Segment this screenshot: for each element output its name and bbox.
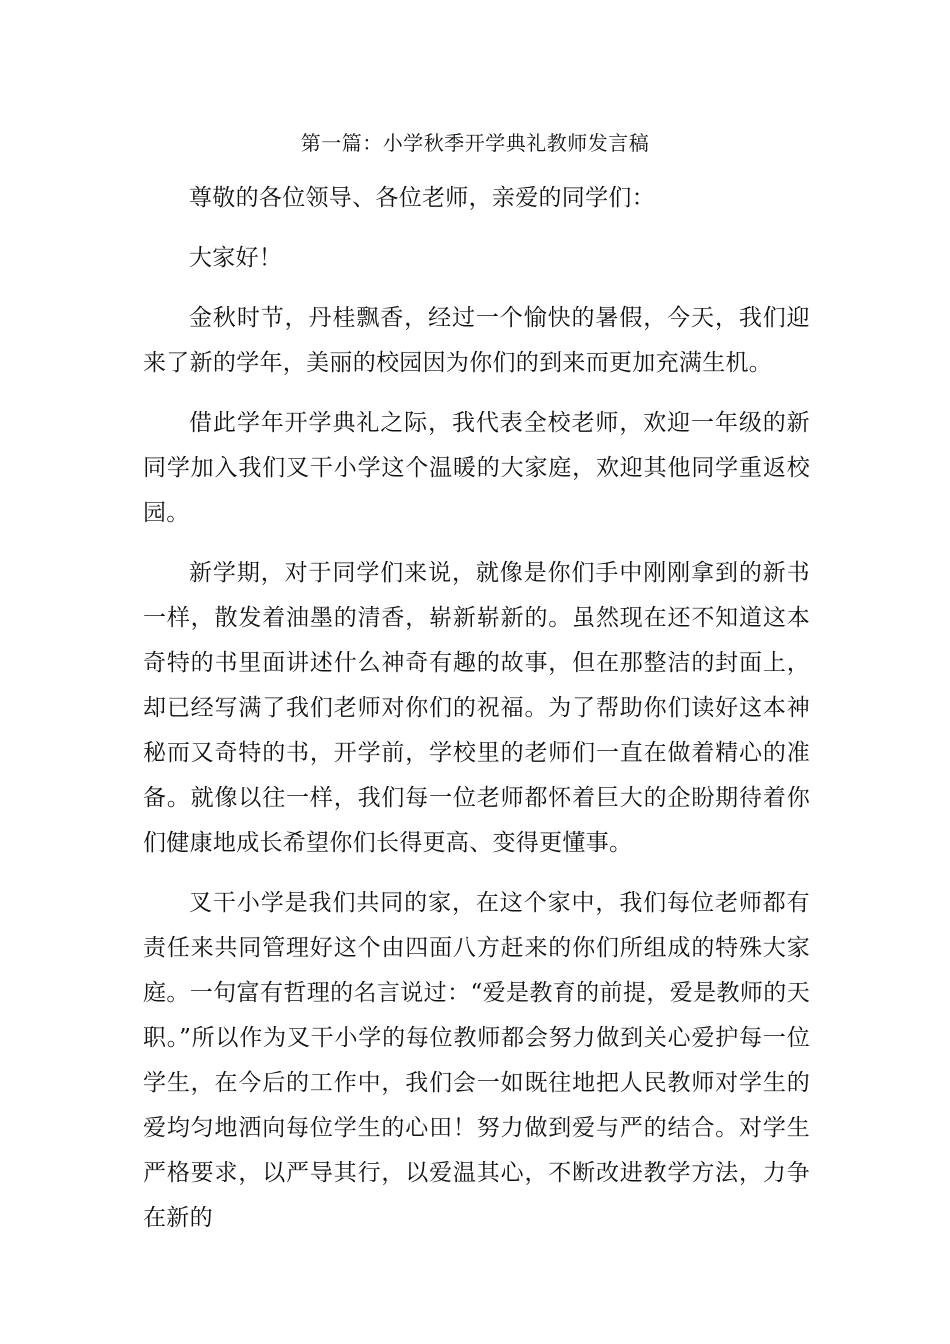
paragraph-welcome: 借此学年开学典礼之际，我代表全校老师，欢迎一年级的新同学加入我们叉干小学这个温暖的大家庭，欢迎其他同学重返校园。 <box>143 410 810 526</box>
paragraph-salutation: 尊敬的各位领导、各位老师，亲爱的同学们： <box>189 185 655 211</box>
paragraph-autumn-opening: 金秋时节，丹桂飘香，经过一个愉快的暑假，今天，我们迎来了新的学年，美丽的校园因为你们的到来而更加充满生机。 <box>143 305 810 376</box>
paragraph-school-family: 叉干小学是我们共同的家，在这个家中，我们每位老师都有责任来共同管理好这个由四面八方赶来的你们所组成的特殊大家庭。一句富有哲理的名言说过：“爱是教育的前提，爱是教师的天职。”所以作为叉干小学的每位教师都会努力做到关心爱护每一位学生，在今后的工作中，我们会一如既往地把人民教师对学生的爱均匀地洒向每位学生的心田！努力做到爱与严的结合。对学生严格要求，以严导其行，以爱温其心，不断改进教学方法，力争在新的 <box>143 890 810 1231</box>
document-body <box>143 176 810 1256</box>
paragraph-greeting: 大家好！ <box>189 245 283 271</box>
paragraph-new-semester: 新学期，对于同学们来说，就像是你们手中刚刚拿到的新书一样，散发着油墨的清香，崭新崭新的。虽然现在还不知道这本奇特的书里面讲述什么神奇有趣的故事，但在那整洁的封面上，却已经写满了我们老师对你们的祝福。为了帮助你们读好这本神秘而又奇特的书，开学前，学校里的老师们一直在做着精心的准备。就像以往一样，我们每一位老师都怀着巨大的企盼期待着你们健康地成长希望你们长得更高、变得更懂事。 <box>143 560 810 856</box>
document-title: 第一篇：小学秋季开学典礼教师发言稿 <box>300 131 650 155</box>
